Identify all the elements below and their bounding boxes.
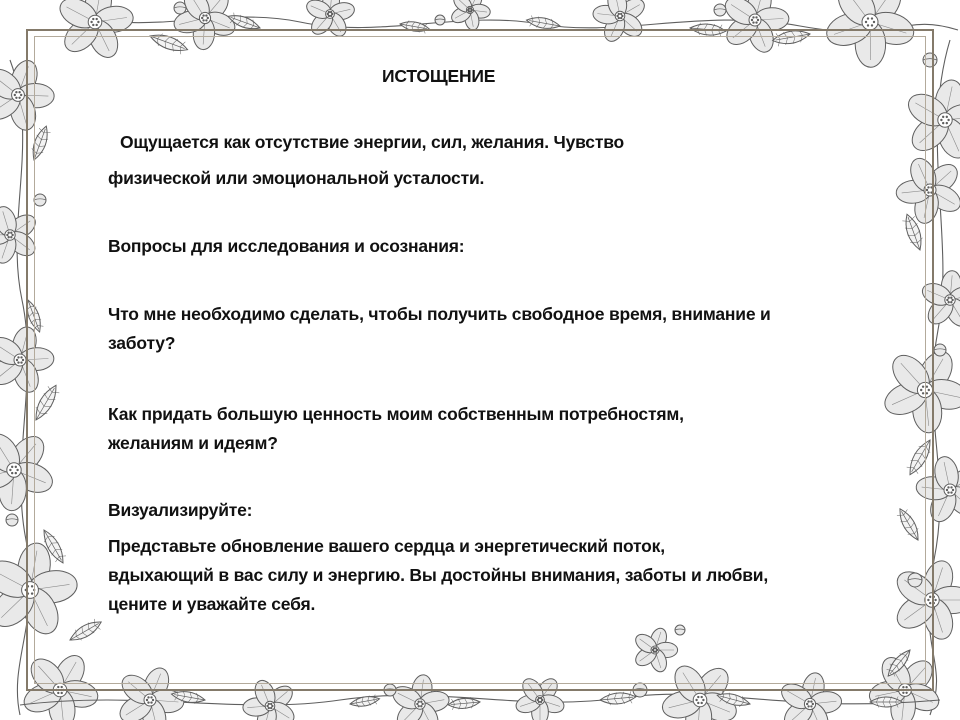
question-2-line-2: желаниям и идеям?: [108, 433, 278, 453]
questions-heading: Вопросы для исследования и осознания:: [108, 236, 465, 256]
question-1-line-2: заботу?: [108, 333, 176, 353]
visualize-heading: Визуализируйте:: [108, 500, 253, 520]
slide-title: ИСТОЩЕНИЕ: [382, 66, 496, 86]
intro-line-1: Ощущается как отсутствие энергии, сил, желания. Чувство: [120, 132, 625, 152]
visualize-line-3: цените и уважайте себя.: [108, 594, 316, 614]
intro-line-2: физической или эмоциональной усталости.: [108, 168, 485, 188]
visualize-line-2: вдыхающий в вас силу и энергию. Вы достойны внимания, заботы и любви,: [108, 565, 768, 585]
question-1-line-1: Что мне необходимо сделать, чтобы получить свободное время, внимание и: [108, 304, 771, 324]
question-2-line-1: Как придать большую ценность моим собственным потребностям,: [108, 404, 684, 424]
visualize-line-1: Представьте обновление вашего сердца и энергетический поток,: [108, 536, 665, 556]
